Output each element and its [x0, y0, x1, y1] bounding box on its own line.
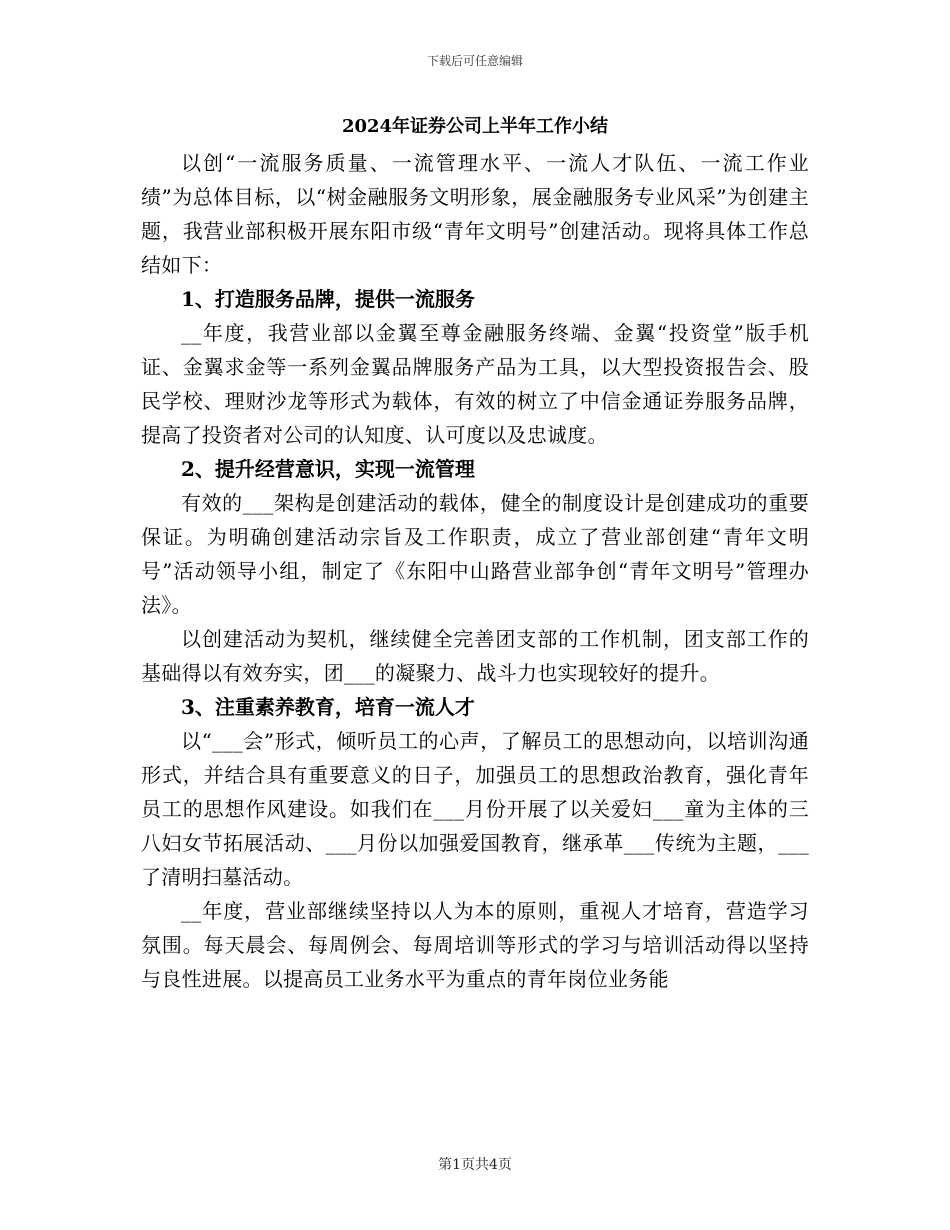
- section-3-heading: 3、注重素养教育，培育一流人才: [181, 695, 475, 719]
- section-1-heading: 1、打造服务品牌，提供一流服务: [181, 287, 475, 311]
- section-1-paragraph-1: __年度，我营业部以金翼至尊金融服务终端、金翼“投资堂”版手机证、金翼求金等一系列金翼品牌服务产品为工具，以大型投资报告会、股民学校、理财沙龙等形式为载体，有效的树立了中信金通证券服务品牌，提高了投资者对公司的认知度、认可度以及忠诚度。: [141, 321, 809, 447]
- document-title: 2024年证券公司上半年工作小结: [341, 116, 609, 137]
- page-footer: 第1页共4页: [438, 1157, 512, 1173]
- section-2-paragraph-1: 有效的___架构是创建活动的载体，健全的制度设计是创建成功的重要保证。为明确创建活动宗旨及工作职责，成立了营业部创建“青年文明号”活动领导小组，制定了《东阳中山路营业部争创“青年文明号”管理办法》。: [141, 491, 809, 617]
- section-3-paragraph-2: __年度，营业部继续坚持以人为本的原则，重视人才培育，营造学习氛围。每天晨会、每周例会、每周培训等形式的学习与培训活动得以坚持与良性进展。以提高员工业务水平为重点的青年岗位业务能: [141, 899, 809, 991]
- section-2-heading: 2、提升经营意识，实现一流管理: [181, 457, 475, 481]
- document-body: [141, 146, 809, 996]
- page-header: 下载后可任意编辑: [426, 54, 523, 68]
- section-3-paragraph-1: 以“___会”形式，倾听员工的心声，了解员工的思想动向，以培训沟通形式，并结合具有重要意义的日子，加强员工的思想政治教育，强化青年员工的思想作风建设。如我们在___月份开展了以关爱妇___童为主体的三八妇女节拓展活动、___月份以加强爱国教育，继承革___传统为主题，___了清明扫墓活动。: [141, 729, 809, 889]
- section-2-paragraph-2: 以创建活动为契机，继续健全完善团支部的工作机制，团支部工作的基础得以有效夯实，团___的凝聚力、战斗力也实现较好的提升。: [141, 627, 809, 685]
- intro-paragraph: 以创“一流服务质量、一流管理水平、一流人才队伍、一流工作业绩”为总体目标，以“树金融服务文明形象，展金融服务专业风采”为创建主题，我营业部积极开展东阳市级“青年文明号”创建活动。现将具体工作总结如下：: [141, 151, 809, 277]
